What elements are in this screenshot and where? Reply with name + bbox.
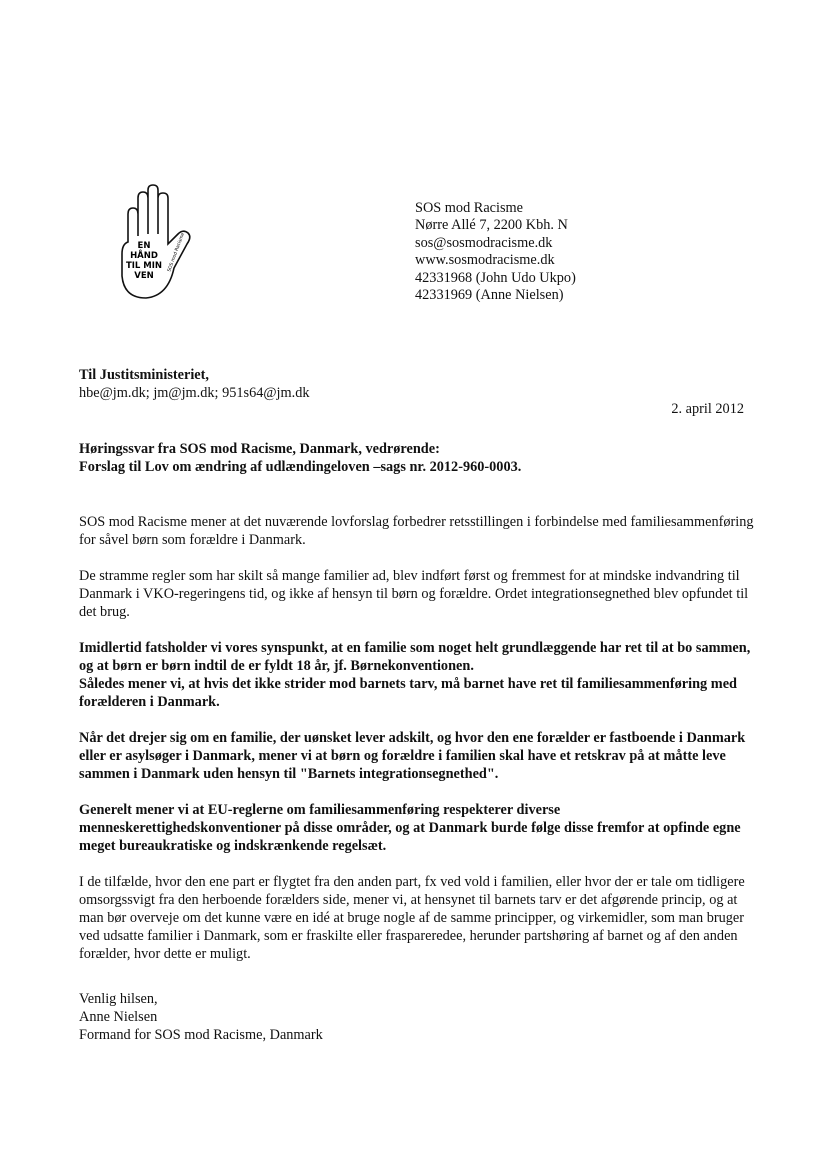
subject-line-2: Forslag til Lov om ændring af udlændingeloven –sags nr. 2012-960-0003. (79, 459, 522, 475)
body-paragraph-2: De stramme regler som har skilt så mange familier ad, blev indført først og fremmest for at mindske indvandring til Danmark i VKO-regeringens tid, og ikke af hensyn til børn og forældre. Ordet integrationsegnethed blev opfundet til det brug. (79, 568, 749, 620)
sender-street: Nørre Allé 7, 2200 Kbh. N (415, 217, 568, 234)
subject-line-1: Høringssvar fra SOS mod Racisme, Danmark, vedrørende: (79, 441, 440, 457)
closing-greeting: Venlig hilsen, (79, 991, 158, 1007)
letter-subject (79, 440, 521, 476)
letter-closing (79, 990, 323, 1044)
body-paragraph-4: Når det drejer sig om en familie, der uønsket lever adskilt, og hvor den ene forælder er fastboende i Danmark eller er asylsøger i Danmark, mener vi at børn og forældre i familien skal have et retskrav på at måtte leve sammen i Danmark uden hensyn til "Barnets integrationsegnethed". (79, 730, 746, 782)
body-paragraph-1: SOS mod Racisme mener at det nuværende lovforslag forbedrer retsstillingen i forbindelse med familiesammenføring for såvel børn som forældre i Danmark. (79, 514, 754, 548)
logo-line-1: EN (137, 241, 151, 251)
hand-logo (108, 184, 196, 304)
letter-body (79, 513, 759, 981)
recipient-emails[interactable]: hbe@jm.dk; jm@jm.dk; 951s64@jm.dk (79, 385, 310, 401)
sender-address (415, 200, 576, 304)
sender-email[interactable]: sos@sosmodracisme.dk (415, 234, 553, 251)
logo-line-2: HÅND (130, 251, 158, 261)
closing-name: Anne Nielsen (79, 1009, 158, 1025)
letter-date: 2. april 2012 (671, 401, 744, 417)
closing-role: Formand for SOS mod Racisme, Danmark (79, 1027, 323, 1043)
logo-side-text: SOS mod Racisme (167, 232, 186, 273)
body-paragraph-3b: Således mener vi, at hvis det ikke strider mod barnets tarv, må barnet have ret til familiesammenføring med forælderen i Danmark. (79, 676, 737, 710)
recipient-block (79, 366, 310, 402)
sender-phone-2: 42331969 (Anne Nielsen) (415, 287, 564, 304)
body-paragraph-3a: Imidlertid fatsholder vi vores synspunkt, at en familie som noget helt grundlæggende har ret til at bo sammen, og at børn er børn indtil de er fyldt 18 år, jf. Børnekonventionen. (79, 640, 751, 674)
hand-logo-icon (108, 184, 196, 304)
sender-website[interactable]: www.sosmodracisme.dk (415, 252, 555, 269)
body-paragraph-6: I de tilfælde, hvor den ene part er flygtet fra den anden part, fx ved vold i familien, eller hvor der er tale om tidligere omsorgssvigt fra den herboende forælders side, mener vi, at hensynet til barnets tarv er det afgørende princip, og at man bør overveje om det kunne være en idé at bruge nogle af de samme principper, og virkemidler, som man bruger ved udsatte familier i Danmark, som er fraskilte eller fraspareredee, herunder partshøring af barnet og af den anden forælder, hvor dette er muligt. (79, 874, 745, 962)
recipient-title: Til Justitsministeriet, (79, 367, 209, 383)
logo-line-4: VEN (134, 271, 154, 281)
logo-line-3: TIL MIN (125, 261, 163, 271)
body-paragraph-5: Generelt mener vi at EU-reglerne om familiesammenføring respekterer diverse menneskerettighedskonventioner på disse områder, og at Danmark burde følge disse fremfor at opfinde egne meget bureaukratiske og indskrænkende regelsæt. (79, 802, 741, 854)
sender-name: SOS mod Racisme (415, 200, 524, 216)
sender-phone-1: 42331968 (John Udo Ukpo) (415, 269, 576, 286)
